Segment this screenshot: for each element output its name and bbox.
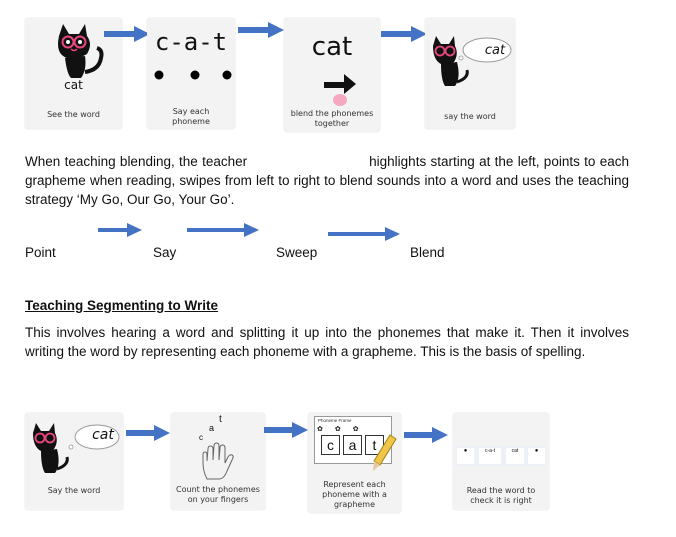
caption-line: Represent each <box>323 480 386 489</box>
hand-icon <box>197 441 237 481</box>
mini-card: ● <box>528 448 545 464</box>
caption-line: phoneme with a <box>322 490 387 499</box>
paragraph-part: highlights starting at the left, points to each grapheme when reading, swipes from left to right to blend sounds into a word and uses the teaching strategy ‘My Go, Our Go, Your Go’. <box>25 154 629 207</box>
paragraph-part: When teaching blending, the teacher <box>25 154 248 169</box>
blending-paragraph <box>25 152 629 209</box>
caption-line: phoneme <box>172 117 210 126</box>
segment-card-caption <box>453 486 549 506</box>
blend-card-say-phoneme <box>147 18 235 129</box>
segment-card-caption <box>308 480 401 510</box>
finger-letter: a <box>209 423 215 433</box>
finger-letter: t <box>219 414 222 425</box>
frame-box: a <box>343 435 362 455</box>
segment-card-caption <box>171 485 265 505</box>
segment-card-caption: Say the word <box>47 486 101 495</box>
frame-box: c <box>321 435 340 455</box>
blend-card-caption: See the word <box>47 110 100 119</box>
caption-line: grapheme <box>333 500 376 509</box>
caption-line: check it is right <box>470 496 532 505</box>
phoneme-word: c-a-t <box>154 28 228 56</box>
segmenting-paragraph: This involves hearing a word and splitting it up into the phonemes that make it. Then it involves writing the word by representing each phoneme with a grapheme. This is the basis of spelling. <box>25 325 629 359</box>
cat-speech-icon <box>427 28 513 90</box>
flow-label-blend: Blend <box>410 245 445 260</box>
right-arrow-icon <box>126 425 170 441</box>
segment-card-represent <box>308 413 401 513</box>
blend-card-blend <box>284 18 380 132</box>
phoneme-dots-icon <box>151 68 233 82</box>
right-arrow-icon <box>238 22 284 38</box>
segment-card-say-word <box>25 413 123 510</box>
blend-card-caption <box>147 107 235 127</box>
caption-line: on your fingers <box>187 495 249 504</box>
right-arrow-icon <box>328 226 400 242</box>
right-arrow-icon <box>187 222 259 238</box>
right-arrow-icon <box>404 427 448 443</box>
frame-box: t <box>365 435 384 455</box>
paw-print-icon: ✿✿✿ <box>317 426 371 433</box>
right-arrow-icon <box>381 26 427 42</box>
cat-glasses-icon <box>37 22 107 82</box>
caption-line: together <box>314 119 350 128</box>
right-arrow-icon <box>264 422 308 438</box>
speech-word: cat <box>484 43 506 58</box>
right-arrow-icon <box>104 26 150 42</box>
flow-label-say: Say <box>153 245 177 260</box>
finger-letter: c <box>199 433 203 442</box>
speech-word: cat <box>92 427 114 443</box>
caption-line: Count the phonemes <box>176 485 260 494</box>
swipe-arrow-icon <box>320 70 360 110</box>
mini-word: cat <box>506 448 524 464</box>
segment-card-count <box>171 413 265 510</box>
caption-line: Read the word to <box>466 486 536 495</box>
caption-line: blend the phonemes <box>290 109 374 118</box>
flow-label-point: Point <box>25 245 56 260</box>
frame-title: Phoneme Frame <box>318 418 352 423</box>
mini-strip <box>456 446 546 466</box>
mini-card: ● <box>457 448 474 464</box>
segment-card-read-check <box>453 413 549 510</box>
blend-card-caption: say the word <box>444 112 496 121</box>
flow-label-sweep: Sweep <box>276 245 318 260</box>
blend-card-word: cat <box>64 78 83 92</box>
right-arrow-icon <box>98 222 142 238</box>
blend-word: cat <box>311 32 353 62</box>
caption-line: Say each <box>172 107 210 116</box>
mini-word: c-a-t <box>479 448 501 464</box>
pencil-icon <box>370 433 398 473</box>
blend-card-say-word <box>425 18 515 129</box>
blend-card-caption <box>284 109 380 129</box>
segmenting-heading: Teaching Segmenting to Write <box>25 298 219 313</box>
